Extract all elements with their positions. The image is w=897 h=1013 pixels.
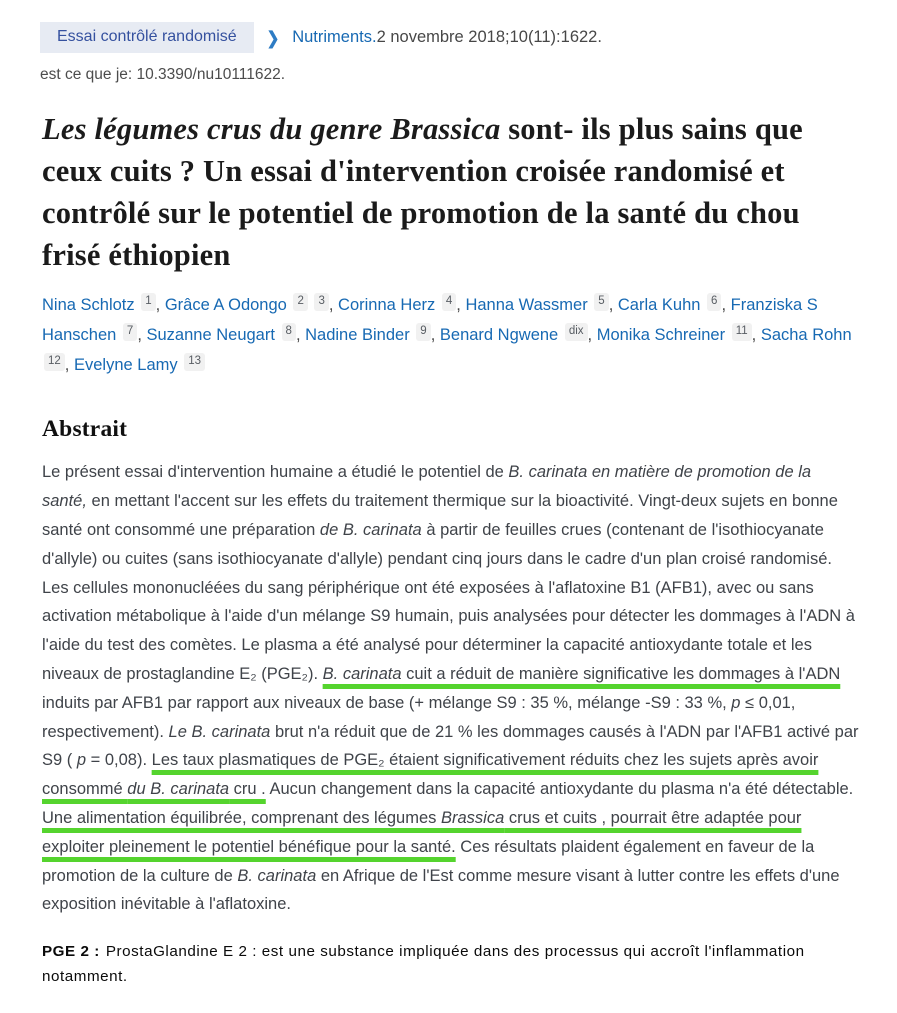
abstract-segment: à partir de feuilles crues (contenant de l'isothiocyanate d'allyle) ou cuites (sans isothiocyanate d'allyle) pendant cinq jours dans le cadre d'un plan croisé randomisé. Les cellules mononucléées du sang périphérique ont été exposées à l'aflatoxine B1 (AFB1), avec ou sans activation métabolique à l'aide d'un mélange S9 humain, puis analysées pour détecter les dommages à l'ADN à l'aide du test des comètes. Le plasma a été analysé pour déterminer la capacité antioxydante totale et les niveaux de prostaglandine E₂ (PGE₂). [42, 520, 855, 683]
author-link[interactable]: Corinna Herz [338, 296, 436, 315]
abstract-segment: en Afrique de l'Est comme mesure visant à lutter contre les effets d'une exposition inévitable à l'aflatoxine. [42, 866, 840, 914]
abstract-segment: en mettant l'accent sur les effets du traitement thermique sur la bioactivité. Vingt-deux sujets en bonne santé ont consommé une préparation [42, 492, 838, 539]
author-link[interactable]: Franziska S Hanschen [42, 296, 818, 345]
author-link[interactable]: Benard Ngwene [439, 326, 559, 345]
author-link[interactable]: Nadine Binder [305, 326, 410, 345]
author-link[interactable]: Monika Schreiner [596, 326, 726, 345]
author-separator: , [64, 356, 70, 375]
abstract-paragraph [42, 458, 859, 919]
abstract-segment: Aucun changement dans la capacité antioxydante du plasma n'a été détectable. [265, 780, 854, 799]
publication-type-badge: Essai contrôlé randomisé [40, 22, 254, 53]
affiliation-superscript[interactable]: 5 [594, 293, 608, 310]
affiliation-superscript[interactable]: dix [565, 323, 588, 340]
author [597, 326, 757, 344]
pge2-footnote [42, 939, 859, 989]
author [74, 356, 205, 374]
author-link[interactable]: Sacha Rohn [760, 326, 852, 345]
abstract-segment: brut n'a réduit que de 21 % les dommages causés à l'ADN par l'AFB1 activé par S9 ( [42, 722, 859, 770]
author-separator: , [751, 326, 757, 345]
page-title [42, 108, 859, 276]
author [42, 296, 160, 314]
doi-line: est ce que je: 10.3390/nu10111622. [40, 66, 286, 83]
citation-text: 2 novembre 2018;10(11):1622. [376, 28, 602, 46]
title-italic-part: Les légumes crus du genre Brassica [42, 112, 501, 146]
chevron-right-icon: ❯ [266, 28, 280, 48]
abstract-segment-highlighted: Une alimentation équilibrée, comprenant des légumes [42, 808, 441, 827]
author-separator: , [155, 296, 161, 315]
author-link[interactable]: Suzanne Neugart [146, 326, 275, 345]
author [305, 326, 435, 344]
abstract-segment-highlighted: Les taux plasmatiques de PGE₂ étaient significativement réduits chez les sujets après avoir consommé [42, 751, 819, 799]
author-separator: , [721, 296, 727, 315]
abstract-segment: Ces résultats plaident également en faveur de la promotion de la culture de [42, 837, 815, 885]
affiliation-superscript[interactable]: 1 [141, 293, 155, 310]
author [147, 326, 301, 344]
author-separator: , [430, 326, 436, 345]
author-separator: , [295, 326, 301, 345]
affiliation-superscript[interactable]: 11 [732, 323, 752, 340]
author [440, 326, 592, 344]
abstract-segment-italic: B. carinata en matière de promotion de la santé, [42, 463, 812, 511]
author [165, 296, 334, 314]
abstract-segment-italic: B. carinata [237, 866, 317, 885]
author-separator: , [456, 296, 461, 315]
journal-link[interactable]: Nutriments. [292, 28, 377, 46]
abstract-heading: Abstrait [42, 416, 128, 443]
author-separator: , [587, 326, 593, 345]
abstract-segment-italic: de B. carinata [319, 520, 422, 539]
affiliation-superscript[interactable]: 9 [416, 323, 430, 340]
footnote-text: ProstaGlandine E 2 : est une substance impliquée dans des processus qui accroît l'inflammation notamment. [42, 943, 805, 986]
title-plain-part: sont- ils plus sains que ceux cuits ? Un essai d'intervention croisée randomisé et contrôlé sur le potentiel de promotion de la santé du chou frisé éthiopien [42, 112, 803, 273]
affiliation-superscript[interactable]: 4 [442, 293, 456, 310]
abstract-segment-highlighted-italic: du B. carinata [127, 780, 230, 799]
author-list [42, 290, 852, 380]
abstract-segment: ≤ 0,01, respectivement). [42, 693, 796, 741]
author-separator: , [137, 326, 142, 345]
journal-citation [292, 28, 602, 47]
affiliation-superscript[interactable]: 13 [184, 353, 205, 370]
abstract-segment: Le présent essai d'intervention humaine a étudié le potentiel de [42, 463, 509, 482]
author-separator: , [608, 296, 614, 315]
affiliation-superscript[interactable]: 8 [282, 323, 296, 340]
affiliation-superscript[interactable]: 7 [123, 323, 137, 340]
abstract-segment-highlighted-italic: B. carinata [322, 664, 402, 683]
author-link[interactable]: Grâce A Odongo [164, 296, 287, 315]
abstract-segment-italic: Le B. carinata [168, 722, 271, 741]
author [338, 296, 461, 314]
abstract-segment-highlighted-italic: Brassica [440, 808, 505, 827]
citation-header [40, 22, 859, 53]
author-link[interactable]: Carla Kuhn [617, 296, 701, 315]
affiliation-superscript[interactable]: 3 [314, 293, 328, 310]
abstract-segment-highlighted: cru . [229, 780, 266, 799]
abstract-segment: = 0,08). [86, 751, 152, 770]
author [465, 296, 613, 314]
affiliation-superscript[interactable]: 6 [707, 293, 721, 310]
abstract-segment-highlighted: crus et cuits , pourrait être adaptée pour exploiter pleinement le potentiel bénéfique pour la santé. [42, 808, 802, 856]
author [618, 296, 726, 314]
affiliation-superscript[interactable]: 2 [293, 293, 307, 310]
author-link[interactable]: Hanna Wassmer [465, 296, 588, 315]
author-link[interactable]: Nina Schlotz [42, 296, 135, 315]
abstract-segment-italic: p [76, 751, 87, 770]
footnote-label: PGE 2 : [42, 943, 100, 961]
abstract-segment-highlighted: cuit a réduit de manière significative les dommages à l'ADN [401, 664, 841, 683]
author-separator: , [328, 296, 334, 315]
abstract-segment: induits par AFB1 par rapport aux niveaux de base (+ mélange S9 : 35 %, mélange -S9 : 33 %, [42, 693, 732, 712]
author-link[interactable]: Evelyne Lamy [73, 356, 178, 375]
abstract-segment-italic: p [731, 693, 741, 712]
affiliation-superscript[interactable]: 12 [44, 353, 65, 370]
